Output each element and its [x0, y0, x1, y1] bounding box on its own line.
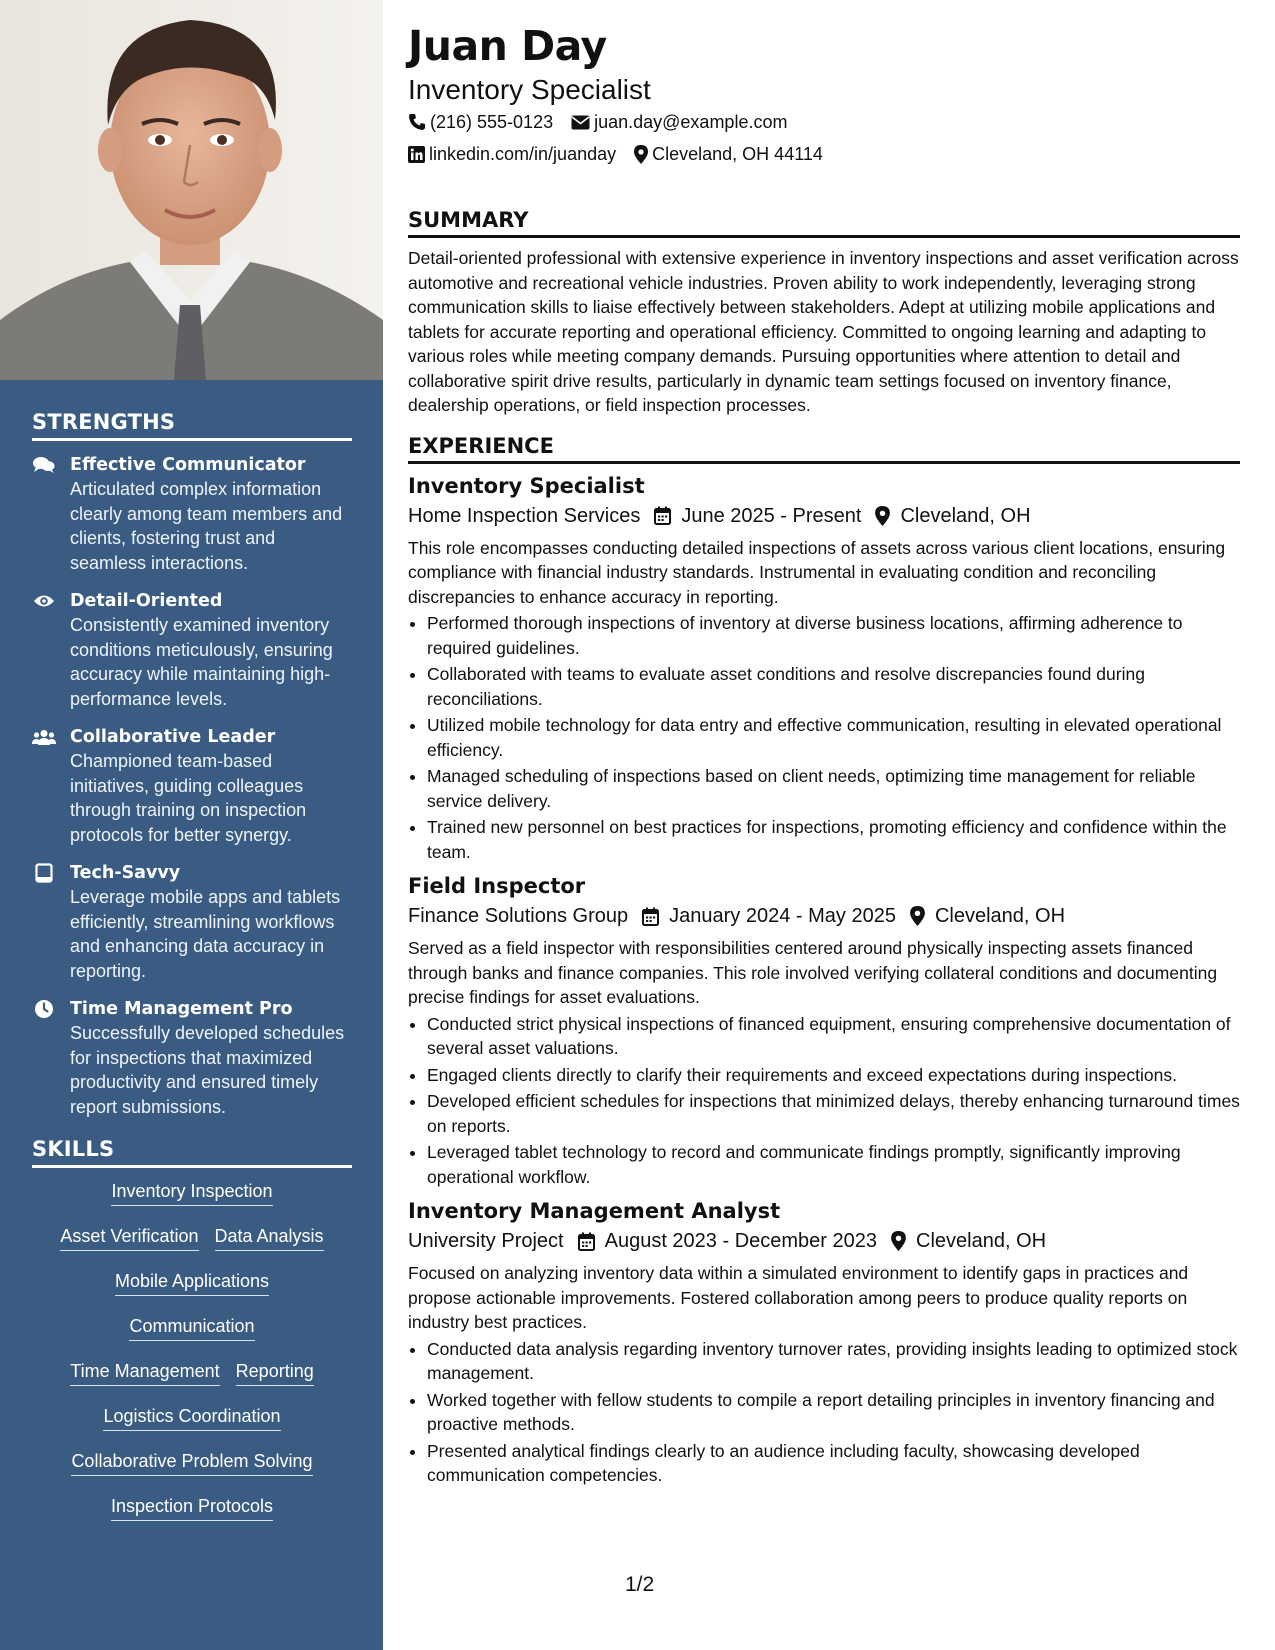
job-location: Cleveland, OH: [916, 1230, 1047, 1252]
strength-desc: Successfully developed schedules for inspections that maximized productivity and ensured timely report submissions.: [70, 1023, 345, 1117]
strength-title: Time Management Pro: [70, 999, 293, 1019]
skill-tag: Logistics Coordination: [103, 1405, 280, 1431]
strength-desc: Championed team-based initiatives, guiding colleagues through training on inspection protocols for better synergy.: [70, 751, 307, 845]
email-contact[interactable]: [571, 106, 787, 138]
phone-text: (216) 555-0123: [430, 112, 554, 132]
calendar-icon: [578, 1232, 595, 1251]
strength-item: [32, 589, 352, 711]
job-bullets: [408, 1337, 1240, 1488]
skills-list: [32, 1180, 352, 1540]
calendar-icon: [654, 506, 671, 525]
tablet-icon: [32, 863, 56, 883]
phone-icon: [408, 113, 426, 131]
contact-line: [408, 106, 1240, 138]
job-dates: January 2024 - May 2025: [669, 905, 896, 927]
profile-photo: [0, 0, 383, 380]
map-pin-icon: [891, 1231, 906, 1251]
strength-title: Effective Communicator: [70, 455, 306, 475]
job-company: Home Inspection Services: [408, 504, 641, 527]
skill-tag: Collaborative Problem Solving: [71, 1450, 312, 1476]
summary-text: Detail-oriented professional with extensive experience in inventory inspections and asset verification across automotive and recreational vehicle industries. Proven ability to work independently, leveraging strong communication skills to liaise effectively between stakeholders. Adept at utilizing mobile applications and tablets for accurate reporting and operational efficiency. Committed to ongoing learning and adapting to various roles while meeting company demands. Pursuing opportunities where attention to detail and collaborative spirit drive results, particularly in dynamic team settings focused on inventory finance, dealership operations, or field inspection processes.: [408, 248, 1239, 415]
phone-contact[interactable]: [408, 106, 553, 138]
job-bullet: • Collaborated with teams to evaluate asset conditions and resolve discrepancies found during reconciliations.: [427, 662, 1240, 711]
strength-desc: Leverage mobile apps and tablets efficiently, streamlining workflows and enhancing data accuracy in reporting.: [70, 887, 341, 981]
map-pin-icon: [875, 506, 890, 526]
email-text: juan.day@example.com: [594, 112, 788, 132]
job-meta: [408, 1225, 1240, 1257]
page-indicator: 1/2: [625, 1573, 655, 1596]
job-dates: August 2023 - December 2023: [604, 1230, 878, 1252]
map-pin-icon: [634, 145, 648, 164]
strength-item: [32, 453, 352, 575]
candidate-title: Inventory Specialist: [408, 74, 651, 105]
job-title: Inventory Management Analyst: [408, 1199, 781, 1223]
job-description: This role encompasses conducting detailed inspections of assets across various client locations, ensuring compliance with financial industry standards. Instrumental in evaluating condition and reconciling discrepancies to enhance accuracy in reporting.: [408, 537, 1226, 607]
linkedin-contact[interactable]: [408, 138, 616, 170]
job-entry: [408, 872, 1240, 1189]
skill-tag: Inventory Inspection: [111, 1180, 272, 1206]
skill-tag: Mobile Applications: [115, 1270, 269, 1296]
map-pin-icon: [910, 906, 925, 926]
skill-tag: Reporting: [236, 1360, 314, 1386]
job-bullet: • Leveraged tablet technology to record and communicate findings promptly, significantly improving operational workflow.: [427, 1140, 1240, 1189]
job-bullet: • Conducted data analysis regarding inventory turnover rates, providing insights leading to optimized stock management.: [427, 1337, 1240, 1386]
job-bullet: • Managed scheduling of inspections based on client needs, optimizing time management for reliable service delivery.: [427, 764, 1240, 813]
calendar-icon: [642, 907, 659, 926]
linkedin-text: linkedin.com/in/juanday: [429, 144, 617, 164]
job-description: Focused on analyzing inventory data within a simulated environment to identify gaps in practices and propose actionable improvements. Fostered collaboration among peers to produce quality reports on industry best practices.: [408, 1263, 1189, 1332]
job-bullet: • Trained new personnel on best practices for inspections, promoting efficiency and confidence within the team.: [427, 815, 1240, 864]
strength-desc: Consistently examined inventory conditions meticulously, ensuring accuracy while maintaining high-performance levels.: [70, 615, 333, 709]
main-content: [408, 20, 1240, 1496]
strength-item: [32, 997, 352, 1119]
linkedin-icon: [408, 146, 425, 163]
job-company: University Project: [408, 1230, 564, 1252]
job-meta: [408, 500, 1240, 532]
job-entry: [408, 1197, 1240, 1488]
job-bullet: • Conducted strict physical inspections of financed equipment, ensuring comprehensive documentation of several asset valuations.: [427, 1012, 1240, 1061]
envelope-icon: [571, 115, 590, 130]
job-company: Finance Solutions Group: [408, 905, 629, 927]
summary-heading: SUMMARY: [408, 208, 1240, 238]
location-text: Cleveland, OH 44114: [652, 144, 823, 164]
job-description: Served as a field inspector with responsibilities centered around physically inspecting assets financed through banks and finance companies. This role involved verifying collateral conditions and documenting precise findings for asset evaluations.: [408, 938, 1218, 1007]
experience-heading: EXPERIENCE: [408, 434, 1240, 464]
job-location: Cleveland, OH: [934, 905, 1066, 927]
contact-line: [408, 138, 1240, 170]
users-icon: [32, 727, 56, 747]
candidate-name: Juan Day: [408, 22, 607, 70]
job-location: Cleveland, OH: [900, 504, 1031, 527]
job-bullet: • Worked together with fellow students to compile a report detailing principles in inventory financing and proactive methods.: [427, 1388, 1240, 1437]
job-bullet: • Performed thorough inspections of inventory at diverse business locations, affirming adherence to required guidelines.: [427, 611, 1240, 660]
location-contact: [634, 138, 823, 170]
job-title: Inventory Specialist: [408, 473, 645, 498]
strength-item: [32, 725, 352, 847]
job-bullet: • Presented analytical findings clearly to an audience including faculty, showcasing developed communication competencies.: [427, 1439, 1240, 1488]
strength-title: Tech-Savvy: [70, 863, 181, 883]
comments-icon: [32, 455, 56, 475]
sidebar: [0, 0, 383, 1650]
eye-icon: [32, 591, 56, 611]
strength-title: Detail-Oriented: [70, 591, 223, 611]
strength-title: Collaborative Leader: [70, 727, 276, 747]
skill-tag: Communication: [129, 1315, 254, 1341]
skills-heading: SKILLS: [32, 1137, 352, 1168]
job-entry: [408, 472, 1240, 865]
skill-tag: Asset Verification: [60, 1225, 198, 1251]
skill-tag: Time Management: [70, 1360, 219, 1386]
job-title: Field Inspector: [408, 874, 586, 898]
job-bullet: • Developed efficient schedules for inspections that minimized delays, thereby enhancing turnaround times on reports.: [427, 1089, 1240, 1138]
job-meta: [408, 900, 1240, 932]
clock-icon: [32, 999, 56, 1019]
job-bullets: [408, 1012, 1240, 1190]
skill-tag: Data Analysis: [215, 1225, 324, 1251]
job-bullets: [408, 611, 1240, 864]
skill-tag: Inspection Protocols: [111, 1495, 273, 1521]
job-bullet: • Utilized mobile technology for data entry and effective communication, resulting in elevated operational efficiency.: [427, 713, 1240, 762]
strength-item: [32, 861, 352, 983]
job-dates: June 2025 - Present: [681, 504, 862, 527]
strength-desc: Articulated complex information clearly among team members and clients, fostering trust and seamless interactions.: [70, 479, 343, 573]
job-bullet: • Engaged clients directly to clarify their requirements and exceed expectations during inspections.: [427, 1063, 1240, 1088]
strengths-heading: STRENGTHS: [32, 410, 352, 441]
